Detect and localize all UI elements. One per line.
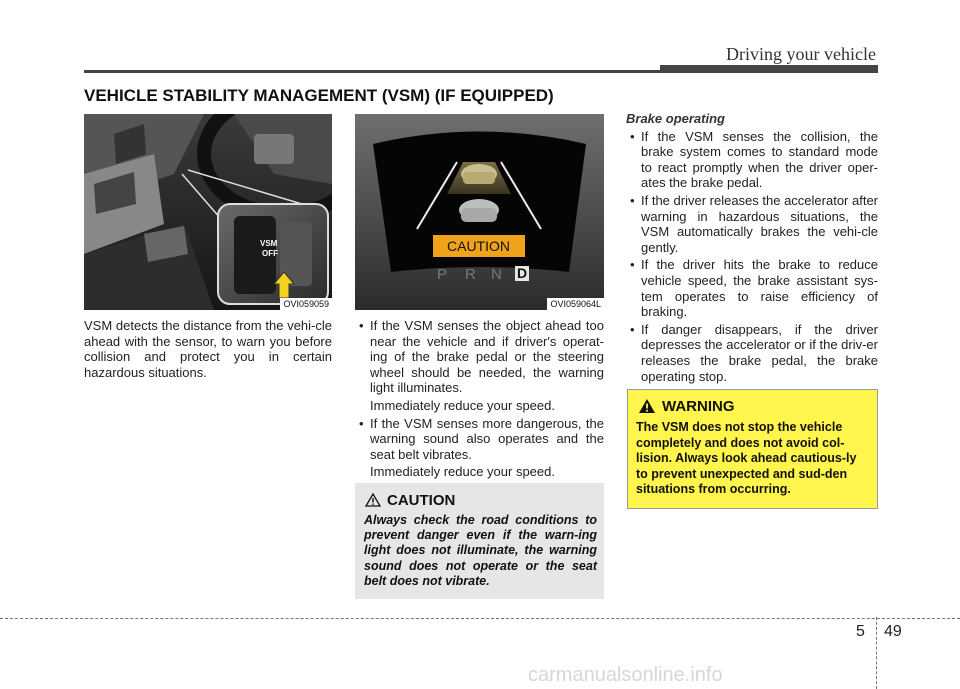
- warning-heading: [638, 398, 735, 415]
- cluster-illustration: [355, 114, 604, 310]
- caution-heading: [365, 492, 455, 509]
- footer-divider: [876, 617, 877, 689]
- figure-caption: OVI059059: [280, 298, 332, 310]
- running-header: Driving your vehicle: [726, 44, 876, 64]
- caution-box: [355, 483, 604, 599]
- gear-r: R: [465, 266, 476, 283]
- caution-text: Always check the road conditions to prevent danger even if the warn-ing light does not illuminate, the warning sound does not operate or the seat belt does not vibrate.: [364, 513, 597, 588]
- list-item: • If the VSM senses the object ahead too near the vehicle and if driver's operat-ing of the brake pedal or the steering wheel should be needed, the warning light illuminates.: [355, 318, 604, 396]
- header-rule: [84, 70, 878, 73]
- figure-caption: OVI059064L: [547, 298, 604, 310]
- cluster-display-photo: [355, 114, 604, 310]
- list-item: • If the VSM senses more dangerous, the warning sound also operates and the seat belt vibrates.: [355, 416, 604, 463]
- caution-triangle-icon: [365, 493, 381, 507]
- warning-behavior-list: [355, 318, 604, 480]
- section-title: VEHICLE STABILITY MANAGEMENT (VSM) (IF EQUIPPED): [84, 86, 554, 105]
- list-item: • If the VSM senses the collision, the brake system comes to standard mode to react promptly when the driver oper-ates the brake pedal.: [626, 129, 878, 191]
- warning-title: WARNING: [662, 398, 735, 415]
- warning-triangle-icon: [638, 398, 656, 414]
- vsm-label: VSM: [260, 239, 278, 248]
- brake-operating-section: [626, 111, 878, 384]
- gear-p: P: [437, 266, 449, 283]
- dashboard-illustration: [84, 114, 332, 310]
- watermark: carmanualsonline.info: [528, 664, 723, 686]
- warning-box: [627, 389, 878, 509]
- footer-rule: [0, 618, 960, 619]
- vsm-off-button-photo: [84, 114, 332, 310]
- list-item: • If danger disappears, if the driver depresses the accelerator or if the driv-er releases the brake pedal, the brake operating stop.: [626, 322, 878, 384]
- list-item-note: Immediately reduce your speed.: [370, 397, 555, 413]
- list-item: • If the driver hits the brake to reduce vehicle speed, the brake assistant sys-tem operates to raise efficiency of braking.: [626, 257, 878, 319]
- intro-paragraph: VSM detects the distance from the vehi-cle ahead with the sensor, to warn you before collision and protect you in certain hazardous situations.: [84, 318, 332, 380]
- gear-d: D: [517, 265, 528, 281]
- display-caution-label: CAUTION: [447, 238, 510, 254]
- list-item: • If the driver releases the accelerator after warning in hazardous situations, the VSM automatically brakes the vehi-cle gently.: [626, 193, 878, 255]
- caution-title: CAUTION: [387, 492, 456, 509]
- list-item-note: Immediately reduce your speed.: [370, 464, 555, 480]
- chapter-number: 5: [856, 623, 865, 640]
- gear-n: N: [491, 266, 502, 283]
- warning-text: The VSM does not stop the vehicle completely and does not avoid col-lision. Always look ahead cautious-ly to prevent unexpected and sud-den situations from occurring.: [636, 420, 857, 497]
- brake-operating-heading: Brake operating: [626, 111, 725, 126]
- off-label: OFF: [262, 249, 278, 258]
- page-number: 49: [884, 623, 902, 640]
